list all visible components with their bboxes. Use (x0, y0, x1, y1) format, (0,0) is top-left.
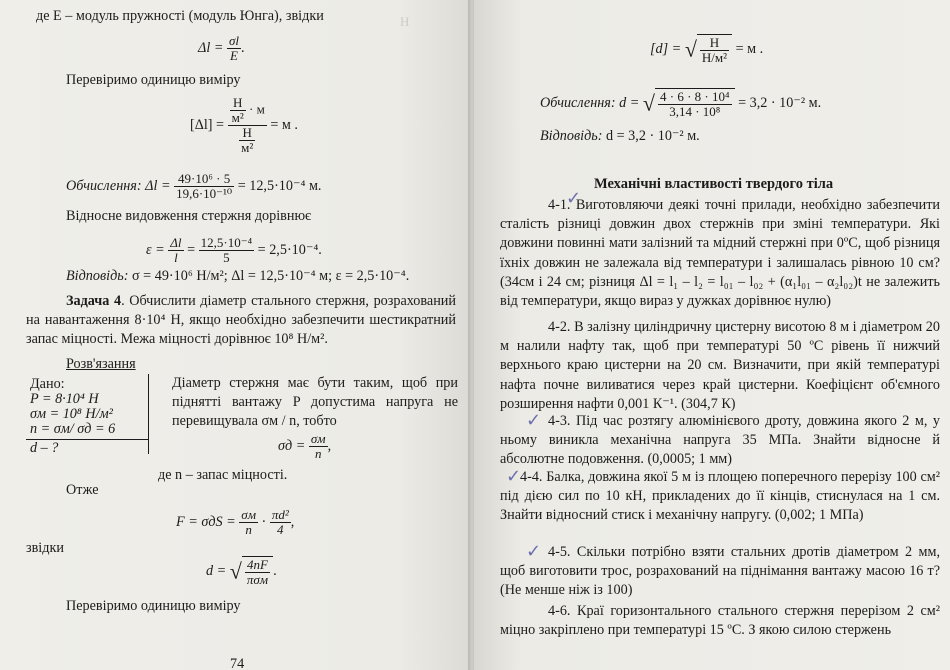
problem-4-4: 4-4. Балка, довжина якої 5 м із площею поперечного перерізу 100 см² під дією сил по 10 кН, прикладених до її кінців, стиснулася на 1 см. Знайти відносний стиск і механічну напругу. (0,002; 1 МПа) (500, 469, 941, 524)
problem-4-5: 4-5. Скільки потрібно взяти стальних дротів діаметром 2 мм, щоб виготовити трос, розрахований на піднімання вантажу масою 16 т? (Не менше ніж із 100) (500, 544, 940, 599)
task-4: Задача 4. Обчислити діаметр стального стержня, розрахований на навантаження 8·10⁴ Н, якщо необхідно забезпечити шестикратний запас міцності. Межа міцності дорівнює 10⁸ Н/м². (26, 293, 456, 348)
given-line-p: P = 8·10⁴ Н (30, 391, 99, 407)
n-definition: де n – запас міцності. (158, 467, 288, 483)
checkmark-icon: ✓ (526, 410, 542, 431)
problem-4-3: 4-3. Під час розтягу алюмінієвого дроту, довжина якого 2 м, у ньому виникла механічна напруга 35 МПа. Знайти відносне й абсолютне подовження. (0,0005; 1 мм) (500, 413, 941, 468)
answer-line-d: Відповідь: d = 3,2 · 10⁻² м. (540, 128, 700, 144)
epsilon-formula: ε = $\frac{\Delta l}{l}$ = $\frac{\text{12,5·10⁻⁴}}{5}$ = 2,5·10⁻⁴. (146, 235, 322, 265)
problem-4-1: 4-1. Виготовляючи деякі точні прилади, необхідно забезпечити сталість різниці довжин двох стержнів при зміні температури. Які довжини повинні мати залізний та мідний стержні при 0ºС, щоб різниця їхніх довжин не залежала від температури і залишалась рівною 10 см? (34см і 24 см; різниця Δl = l₁ – l₂ = l₀₁ – l₀₂ + (α₁l₀₁ – α₂l₀₂)t не залежить від температури, якщо вираз у дужках дорівнює нулю) (500, 197, 940, 310)
checkmark-icon: ✓ (566, 188, 582, 209)
checkmark-icon: ✓ (526, 541, 542, 562)
sigma-d-formula: σд = $\frac{\sigma м}{n}$ , (278, 431, 332, 461)
right-page (474, 0, 950, 670)
given-line-n: n = σм/ σд = 6 (30, 421, 116, 437)
bleed-through-text: Н (400, 14, 410, 29)
left-page (0, 0, 470, 670)
calc-line-d: Обчислення: d = √ $\frac{\text{4 · 6 · 8 · 10⁴}}{\text{3,14 · 10⁸}}$ = 3,2 · 10⁻² м. (540, 89, 822, 119)
answer-line: Відповідь: σ = 49·10⁶ Н/м²; Δl = 12,5·10⁻⁴ м; ε = 2,5·10⁻⁴. (66, 268, 410, 284)
whence-line: звідки (26, 540, 64, 556)
problem-4-2: 4-2. В залізну циліндричну цистерну висотою 8 м і діаметром 20 м налили нафту так, щоб при температурі 50 ºС рівень її нижчий верхнього краю цистерни на 20 см. Визначити, при якій температурі нафта почне виливатися через край цистерни. Коефіцієнт об'ємного розширення нафти 0,001 К⁻¹. (304,7 К) (500, 319, 940, 412)
formula-delta-l: Δl = $\frac{\sigma l}{E}$ . (198, 33, 245, 63)
section-title: Механічні властивості твердого тіла (594, 176, 834, 192)
solution-heading: Розв'язання (66, 356, 136, 372)
units-formula: [Δl] = $\frac{H}{\text{м²}}$ · м $\frac{H}{\text{м²}}$ = м . (190, 95, 298, 155)
check-units-line: Перевіримо одиницю виміру (66, 72, 241, 88)
calc-line: Обчислення: Δl = $\frac{\text{49·10⁶ · 5}}{\text{19,6·10⁻¹⁰}}$ = 12,5·10⁻⁴ м. (66, 171, 322, 201)
page-number: 74 (230, 656, 245, 670)
given-line-sigma: σм = 10⁸ Н/м² (30, 406, 113, 422)
checkmark-icon: ✓ (506, 466, 522, 487)
solution-text: Діаметр стержня має бути таким, щоб при піднятті вантажу P допустима напруга не перевищувала σм / n, тобто (172, 375, 458, 430)
force-formula: F = σдS = $\frac{\sigma м}{n}$ · $\frac{\text{πd²}}{4}$ , (176, 507, 295, 537)
given-title: Дано: (30, 376, 65, 392)
given-line-unknown: d – ? (30, 440, 59, 456)
relative-elongation-line: Відносне видовження стержня дорівнює (66, 208, 312, 224)
problem-4-6: 4-6. Краї горизонтального стального стержня перерізом 2 см² міцно закріплено при температурі 15 ºС. З якою силою стержень (500, 603, 940, 639)
therefore-line: Отже (66, 482, 99, 498)
units-formula-d: [d] = √ $\frac{H}{\text{H/м²}}$ = м . (650, 35, 764, 65)
d-formula: d = √ $\frac{4nF}{\text{πσм}}$ . (206, 557, 277, 587)
modulus-line: де E – модуль пружності (модуль Юнга), звідки (36, 8, 324, 24)
check-units-line-2: Перевіримо одиницю виміру (66, 598, 241, 614)
